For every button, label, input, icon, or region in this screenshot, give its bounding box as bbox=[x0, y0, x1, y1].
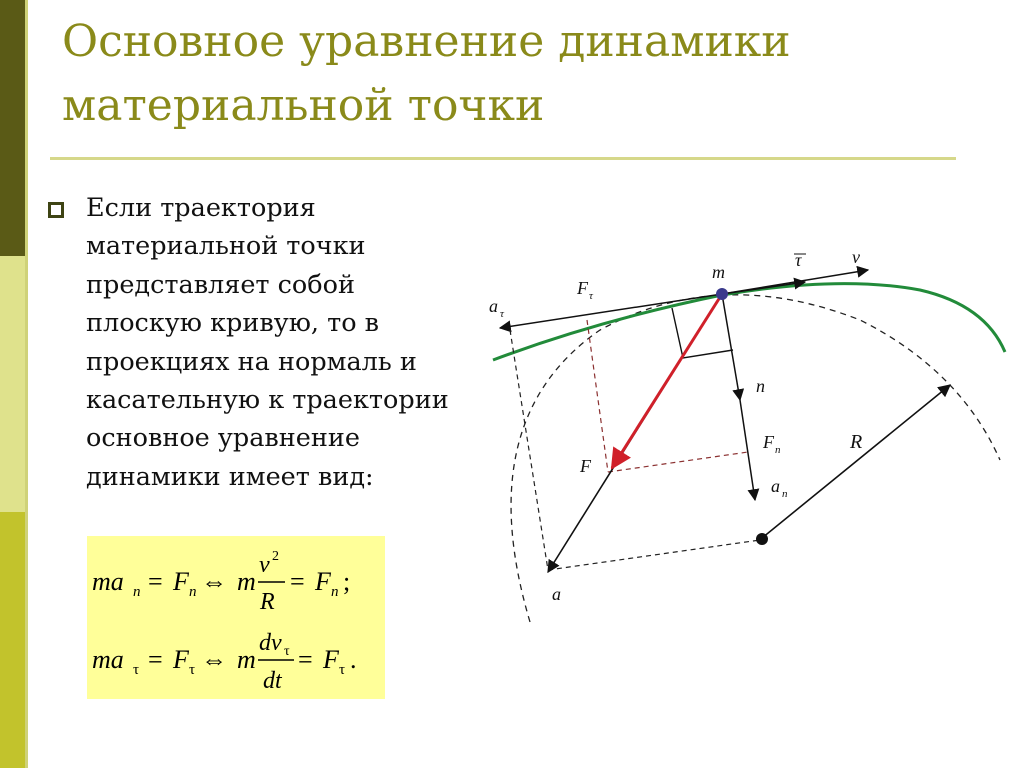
label-a: a bbox=[552, 584, 561, 604]
title-underline bbox=[50, 157, 956, 160]
formula-box bbox=[87, 536, 385, 699]
eq1-rhs-sub: n bbox=[331, 584, 339, 600]
eq2-m: m bbox=[237, 645, 256, 674]
bullet-line: динамики имеет вид: bbox=[86, 461, 374, 492]
left-stripe-mid bbox=[0, 512, 25, 768]
bullet-line: касательную к траектории bbox=[86, 385, 449, 416]
eq1-den: R bbox=[260, 589, 275, 615]
bullet-line: Если траектория bbox=[86, 193, 316, 223]
eq2-ma: ma bbox=[92, 645, 124, 674]
label-f-n: F bbox=[763, 432, 774, 452]
title-line-1: Основное уравнение динамики bbox=[62, 16, 791, 67]
eq2-end: . bbox=[350, 645, 357, 674]
dashed-f-n bbox=[608, 452, 748, 472]
slide-title bbox=[62, 10, 962, 138]
label-tau: τ bbox=[795, 250, 802, 270]
eq1-num: v bbox=[259, 552, 270, 578]
velocity-vector bbox=[722, 270, 868, 294]
eq2-F-sub: τ bbox=[189, 662, 196, 678]
left-stripe-dark bbox=[0, 0, 25, 256]
eq2-F: F bbox=[173, 645, 189, 674]
eq2-num: dv bbox=[259, 630, 282, 656]
material-point bbox=[716, 288, 728, 300]
center-point bbox=[756, 533, 768, 545]
label-a-n: a bbox=[771, 476, 780, 496]
n-vector bbox=[722, 294, 740, 400]
bullet-line: материальной точки bbox=[86, 231, 366, 262]
eq1-ma-sub: n bbox=[133, 584, 141, 600]
eq2-ma-sub: τ bbox=[133, 662, 140, 678]
physics-diagram bbox=[480, 250, 1020, 640]
bullet-line: представляет собой bbox=[86, 269, 355, 300]
eq2-den: dt bbox=[263, 668, 282, 694]
dashed-f-tau bbox=[587, 320, 608, 472]
label-n: n bbox=[756, 376, 765, 396]
eq1-m: m bbox=[237, 567, 256, 596]
left-accent-line bbox=[25, 0, 28, 768]
equation-tangential bbox=[92, 630, 357, 694]
label-v: v bbox=[852, 250, 860, 267]
label-f: F bbox=[580, 456, 591, 476]
dashed-a-n-projection bbox=[548, 540, 760, 570]
label-f-n-sub: n bbox=[775, 444, 781, 456]
label-m: m bbox=[712, 262, 725, 282]
eq2-rhs-F: F bbox=[323, 645, 339, 674]
eq2-equals: = bbox=[148, 645, 163, 674]
eq1-equals: = bbox=[148, 567, 163, 596]
label-f-tau: F bbox=[577, 278, 588, 298]
left-stripe-light bbox=[0, 256, 25, 512]
label-a-n-sub: n bbox=[782, 488, 788, 500]
eq2-iff: ⇔ bbox=[201, 645, 227, 674]
bullet-line: плоскую кривую, то в bbox=[86, 308, 380, 339]
bullet-square-icon bbox=[48, 202, 64, 218]
a-n-vector bbox=[740, 400, 755, 500]
eq1-equals-2: = bbox=[290, 567, 305, 596]
eq2-equals-2: = bbox=[298, 645, 313, 674]
eq1-iff: ⇔ bbox=[201, 567, 227, 596]
equation-normal bbox=[92, 549, 350, 615]
title-line-2: материальной точки bbox=[62, 80, 545, 131]
label-a-tau-sub: τ bbox=[500, 308, 504, 320]
radius-vector bbox=[762, 385, 950, 538]
force-vector bbox=[612, 294, 722, 468]
eq2-num-sub: τ bbox=[284, 644, 290, 659]
formula-svg bbox=[87, 536, 385, 699]
eq1-end: ; bbox=[343, 567, 351, 596]
right-angle-mark bbox=[672, 308, 733, 358]
eq1-F: F bbox=[173, 567, 189, 596]
dashed-a-tau-projection bbox=[510, 330, 548, 570]
bullet-line: проекциях на нормаль и bbox=[86, 346, 417, 377]
eq2-rhs-sub: τ bbox=[339, 662, 346, 678]
eq1-ma: ma bbox=[92, 567, 124, 596]
eq1-rhs-F: F bbox=[315, 567, 331, 596]
bullet-line: основное уравнение bbox=[86, 423, 360, 454]
label-a-tau: a bbox=[489, 296, 498, 316]
bullet-text bbox=[86, 189, 486, 496]
label-r: R bbox=[850, 431, 863, 453]
eq1-num-sup: 2 bbox=[272, 549, 279, 564]
label-f-tau-sub: τ bbox=[589, 290, 593, 302]
eq1-F-sub: n bbox=[189, 584, 197, 600]
